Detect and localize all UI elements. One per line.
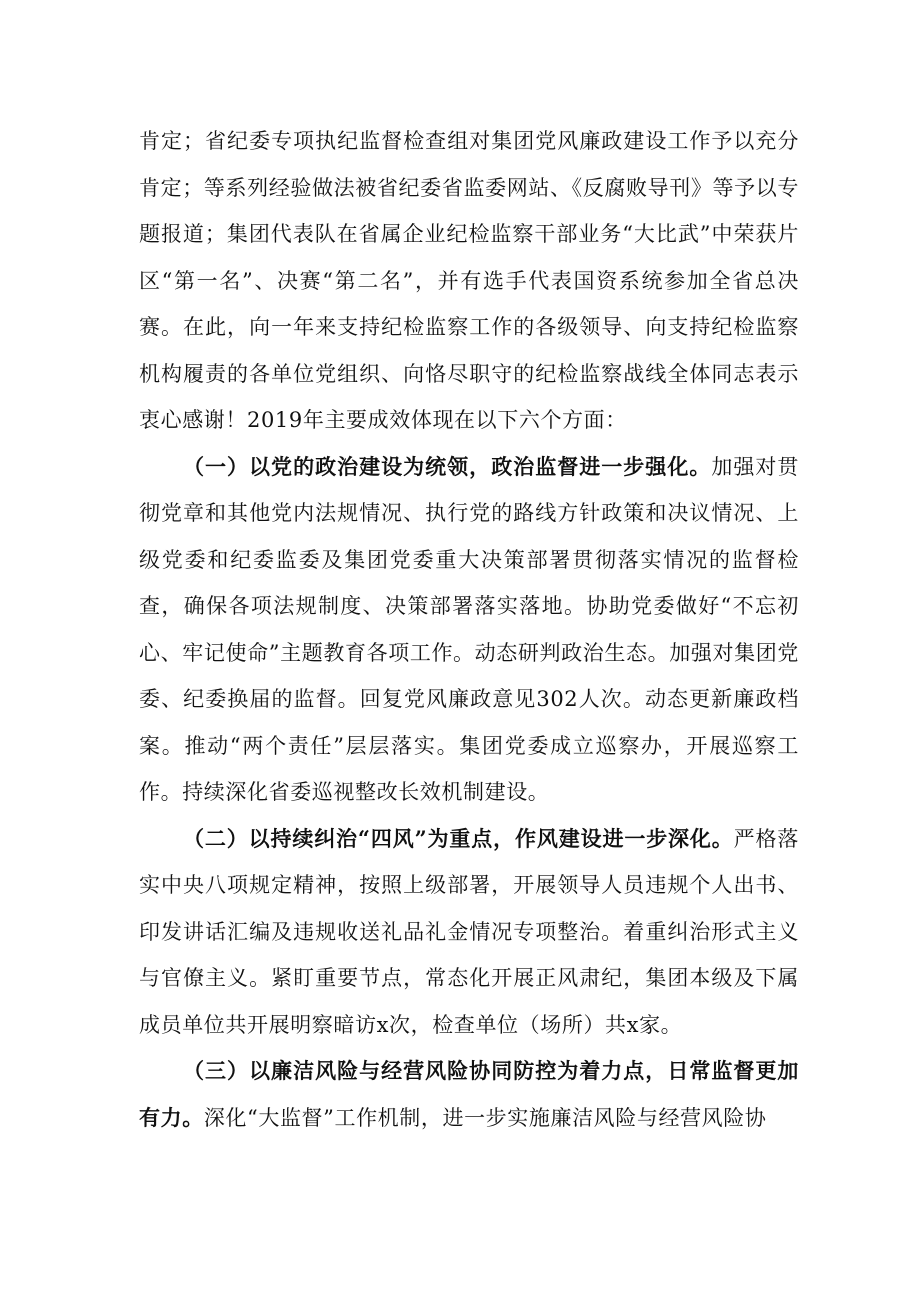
paragraph-section-1 [139,444,799,816]
section-heading: （二）以持续纠治“四风”为重点，作风建设进一步深化。 [183,825,734,851]
paragraph-text: 加强对贯彻党章和其他党内法规情况、执行党的路线方针政策和决议情况、上级党委和纪委监委及集团党委重大决策部署贯彻落实情况的监督检查，确保各项法规制度、决策部署落实落地。协助党委做好“不忘初心、牢记使命”主题教育各项工作。动态研判政治生态。加强对集团党委、纪委换届的监督。回复党风廉政意见302人次。动态更新廉政档案。推动“两个责任”层层落实。集团党委成立巡察办，开展巡察工作。持续深化省委巡视整改长效机制建设。 [139,454,799,804]
section-heading: （一）以党的政治建设为统领，政治监督进一步强化。 [183,453,712,479]
paragraph-section-3 [139,1048,799,1141]
paragraph-section-2 [139,816,799,1049]
paragraph-text: 严格落实中央八项规定精神，按照上级部署，开展领导人员违规个人出书、印发讲话汇编及违规收送礼品礼金情况专项整治。着重纠治形式主义与官僚主义。紧盯重要节点，常态化开展正风肃纪，集团本级及下属成员单位共开展明察暗访x次，检查单位（场所）共x家。 [139,826,799,1037]
paragraph-intro [139,118,799,444]
paragraph-text: 肯定；省纪委专项执纪监督检查组对集团党风廉政建设工作予以充分肯定；等系列经验做法被省纪委省监委网站、《反腐败导刊》等予以专题报道；集团代表队在省属企业纪检监察干部业务“大比武”中荣获片区“第一名”、决赛“第二名”，并有选手代表国资系统参加全省总决赛。在此，向一年来支持纪检监察工作的各级领导、向支持纪检监察机构履责的各单位党组织、向恪尽职守的纪检监察战线全体同志表示衷心感谢！2019年主要成效体现在以下六个方面： [139,129,799,432]
document-body [139,118,799,1141]
paragraph-text: 深化“大监督”工作机制，进一步实施廉洁风险与经营风险协 [203,1105,767,1130]
section-heading: （三）以廉洁风险与经营风险协同防控为着力点，日常监督更加有力。 [139,1058,799,1130]
